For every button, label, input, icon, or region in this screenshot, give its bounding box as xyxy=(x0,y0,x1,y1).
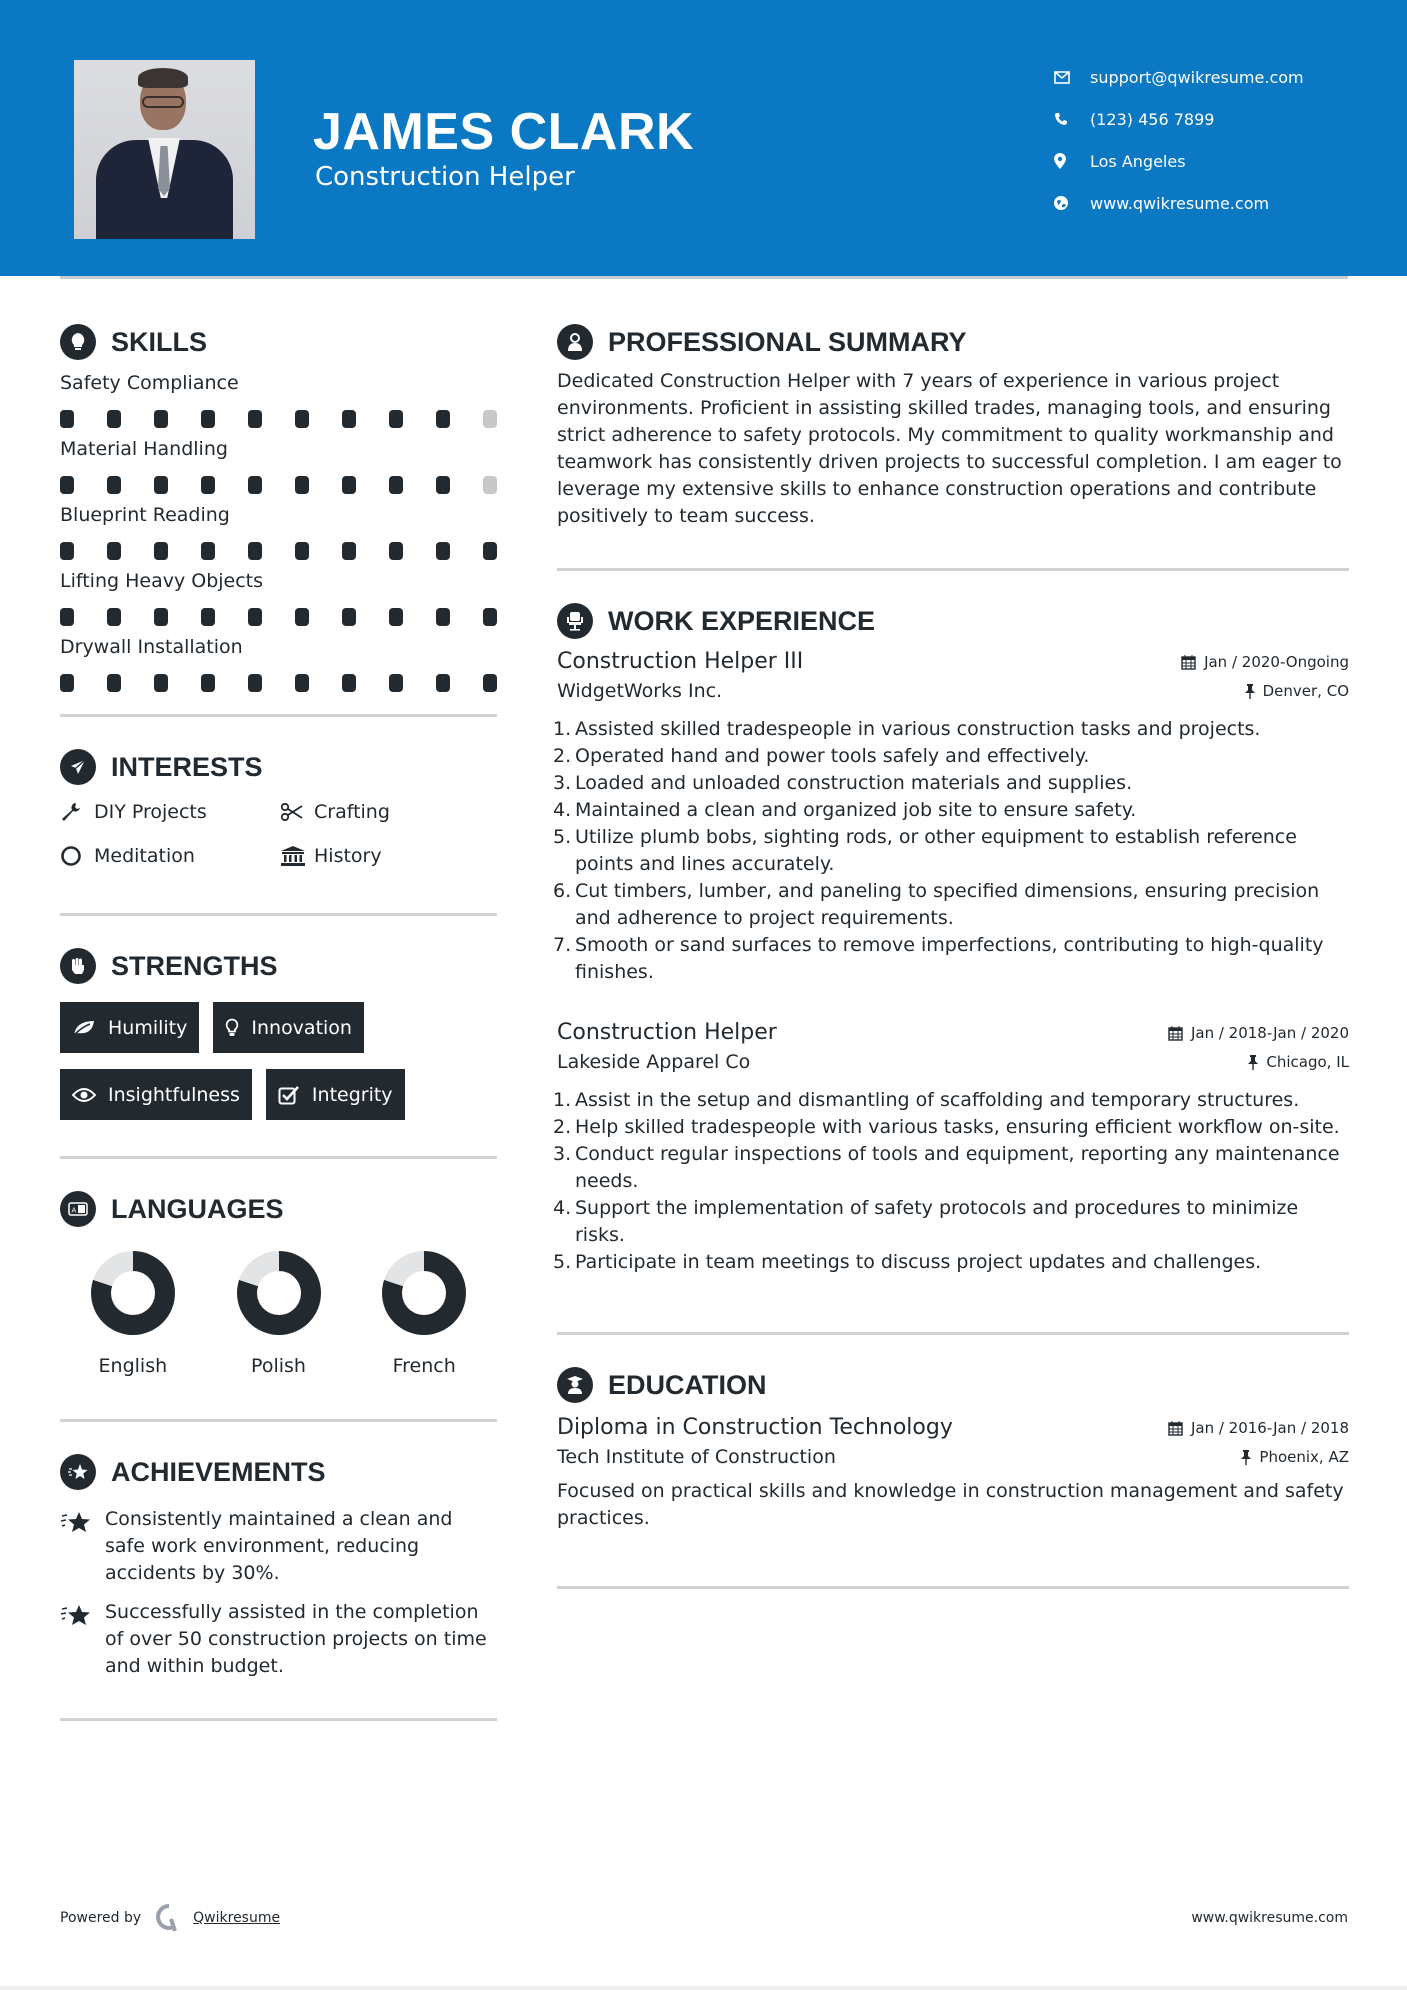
job-dates: Jan / 2020-Ongoing xyxy=(1181,653,1349,671)
shooting-star-icon xyxy=(60,1506,105,1587)
circle-icon xyxy=(60,845,94,867)
rating-dot xyxy=(342,542,356,560)
rating-dot xyxy=(60,608,74,626)
interest-item: Crafting xyxy=(280,797,497,827)
rating-dot xyxy=(107,674,121,692)
language-item xyxy=(206,1251,352,1377)
wrench-icon xyxy=(60,801,94,823)
phone-icon xyxy=(1054,112,1090,126)
achievement-item: Consistently maintained a clean and safe work environment, reducing accidents by 30%. xyxy=(60,1506,497,1587)
fist-icon xyxy=(60,948,96,984)
summary-text: Dedicated Construction Helper with 7 years of experience in various project environments. Proficient in assisting skilled trades, managing tools, and ensuring strict adherence to safety protocols. My commitment to quality workmanship and teamwork has consistently driven projects to successful completion. I am eager to leverage my extensive skills to enhance construction operations and contribute positively to team success. xyxy=(557,370,1342,527)
calendar-icon xyxy=(1168,1025,1183,1041)
qwikresume-link[interactable]: Qwikresume xyxy=(193,1910,281,1926)
rating-dot xyxy=(436,674,450,692)
rating-dot xyxy=(295,674,309,692)
education-section xyxy=(557,1363,1349,1532)
languages-title: LANGUAGES xyxy=(111,1193,284,1224)
language-proficiency-donut xyxy=(382,1251,466,1335)
school-name: Tech Institute of Construction xyxy=(557,1446,836,1468)
rating-dot xyxy=(248,674,262,692)
rating-dot xyxy=(389,476,403,494)
rating-dot xyxy=(342,410,356,428)
education-title: EDUCATION xyxy=(608,1369,767,1400)
section-divider xyxy=(60,913,497,916)
contact-phone[interactable]: (123) 456 7899 xyxy=(1054,98,1304,140)
candidate-name: JAMES CLARK xyxy=(313,103,695,161)
check-square-icon xyxy=(278,1085,300,1105)
rating-dot xyxy=(342,608,356,626)
interest-item: DIY Projects xyxy=(60,797,280,827)
language-proficiency-donut xyxy=(237,1251,321,1335)
job-bullets xyxy=(557,716,1349,986)
job-bullet: Participate in team meetings to discuss project updates and challenges. xyxy=(575,1251,1262,1273)
job-bullet: Operated hand and power tools safely and effectively. xyxy=(575,745,1090,767)
footer-url[interactable]: www.qwikresume.com xyxy=(1191,1910,1348,1926)
lightbulb-icon xyxy=(60,324,96,360)
job-title: Construction Helper xyxy=(557,1020,777,1045)
job-bullets xyxy=(557,1087,1349,1276)
calendar-icon xyxy=(1168,1420,1183,1436)
job-bullet: Conduct regular inspections of tools and equipment, reporting any maintenance needs. xyxy=(575,1143,1340,1192)
rating-dot xyxy=(60,410,74,428)
skill-name: Safety Compliance xyxy=(60,372,239,394)
achievement-item: Successfully assisted in the completion of over 50 construction projects on time and within budget. xyxy=(60,1599,497,1680)
shooting-star-icon xyxy=(60,1599,105,1680)
rating-dot xyxy=(60,476,74,494)
skill-rating xyxy=(60,542,497,560)
education-dates: Jan / 2016-Jan / 2018 xyxy=(1168,1419,1349,1437)
skill-name: Blueprint Reading xyxy=(60,504,230,526)
section-divider xyxy=(557,1332,1349,1335)
section-divider xyxy=(60,1419,497,1422)
rating-dot xyxy=(483,410,497,428)
rating-dot xyxy=(107,608,121,626)
rating-dot xyxy=(436,542,450,560)
language-proficiency-donut xyxy=(91,1251,175,1335)
strengths-title: STRENGTHS xyxy=(111,950,278,981)
user-icon xyxy=(557,324,593,360)
job-entry xyxy=(557,1020,1349,1276)
interest-item: Meditation xyxy=(60,841,280,871)
eye-icon xyxy=(72,1087,96,1103)
language-name: French xyxy=(392,1355,456,1377)
strengths-section xyxy=(60,944,497,1120)
contact-email[interactable]: support@qwikresume.com xyxy=(1054,56,1304,98)
resume-header xyxy=(0,0,1407,276)
rating-dot xyxy=(60,674,74,692)
job-bullet: Assist in the setup and dismantling of scaffolding and temporary structures. xyxy=(575,1089,1300,1111)
envelope-icon xyxy=(1054,71,1090,84)
experience-section xyxy=(557,599,1349,1276)
achievements-title: ACHIEVEMENTS xyxy=(111,1456,326,1487)
rating-dot xyxy=(342,476,356,494)
rating-dot xyxy=(389,410,403,428)
language-icon xyxy=(60,1191,96,1227)
section-divider xyxy=(60,714,497,717)
skill-name: Drywall Installation xyxy=(60,636,243,658)
contact-location: Los Angeles xyxy=(1054,140,1304,182)
job-bullet: Maintained a clean and organized job site to ensure safety. xyxy=(575,799,1137,821)
scissors-icon xyxy=(280,802,314,822)
pushpin-icon xyxy=(1241,1450,1251,1465)
language-item xyxy=(60,1251,206,1377)
strength-tag: Humility xyxy=(60,1002,199,1053)
skill-rating xyxy=(60,674,497,692)
leaf-icon xyxy=(72,1019,96,1037)
rating-dot xyxy=(154,542,168,560)
language-name: Polish xyxy=(251,1355,306,1377)
education-location: Phoenix, AZ xyxy=(1241,1448,1349,1466)
section-divider xyxy=(557,1586,1349,1589)
contact-list xyxy=(1054,56,1304,224)
job-bullet: Assisted skilled tradespeople in various construction tasks and projects. xyxy=(575,718,1261,740)
header-divider xyxy=(60,276,1348,279)
job-bullet: Support the implementation of safety protocols and procedures to minimize risks. xyxy=(575,1197,1299,1246)
rating-dot xyxy=(389,542,403,560)
rating-dot xyxy=(483,674,497,692)
strength-tag: Innovation xyxy=(213,1002,364,1053)
skills-section xyxy=(60,320,497,692)
bank-icon xyxy=(280,845,314,867)
candidate-title: Construction Helper xyxy=(315,162,575,192)
rating-dot xyxy=(295,476,309,494)
language-item xyxy=(351,1251,497,1377)
globe-icon xyxy=(1054,196,1090,210)
interest-item: History xyxy=(280,841,497,871)
rating-dot xyxy=(389,674,403,692)
languages-section xyxy=(60,1187,497,1377)
experience-title: WORK EXPERIENCE xyxy=(608,605,876,636)
job-bullet: Loaded and unloaded construction materials and supplies. xyxy=(575,772,1133,794)
rating-dot xyxy=(295,410,309,428)
skills-title: SKILLS xyxy=(111,326,208,357)
rating-dot xyxy=(154,476,168,494)
language-name: English xyxy=(98,1355,168,1377)
rating-dot xyxy=(483,476,497,494)
rating-dot xyxy=(107,476,121,494)
job-title: Construction Helper III xyxy=(557,649,804,674)
strength-tag: Integrity xyxy=(266,1069,405,1120)
left-column xyxy=(60,320,497,1721)
skill-name: Lifting Heavy Objects xyxy=(60,570,264,592)
paper-plane-icon xyxy=(60,749,96,785)
rating-dot xyxy=(436,410,450,428)
company-name: Lakeside Apparel Co xyxy=(557,1051,751,1073)
rating-dot xyxy=(436,476,450,494)
star-badge-icon xyxy=(60,1454,96,1490)
job-location: Chicago, IL xyxy=(1248,1053,1349,1071)
page-bottom-edge xyxy=(0,1986,1407,1990)
rating-dot xyxy=(107,410,121,428)
job-bullet: Cut timbers, lumber, and paneling to specified dimensions, ensuring precision and adherence to project requirements. xyxy=(575,880,1320,929)
rating-dot xyxy=(436,608,450,626)
achievements-section xyxy=(60,1450,497,1680)
rating-dot xyxy=(248,410,262,428)
job-dates: Jan / 2018-Jan / 2020 xyxy=(1168,1024,1349,1042)
rating-dot xyxy=(60,542,74,560)
rating-dot xyxy=(201,608,215,626)
rating-dot xyxy=(295,542,309,560)
rating-dot xyxy=(389,608,403,626)
svg-text:A: A xyxy=(71,1206,77,1215)
section-divider xyxy=(557,568,1349,571)
rating-dot xyxy=(248,476,262,494)
strength-tag: Insightfulness xyxy=(60,1069,252,1120)
job-bullet: Utilize plumb bobs, sighting rods, or other equipment to establish reference points and lines accurately. xyxy=(575,826,1297,875)
interests-title: INTERESTS xyxy=(111,751,263,782)
qwikresume-logo-icon xyxy=(155,1903,183,1933)
rating-dot xyxy=(248,542,262,560)
rating-dot xyxy=(342,674,356,692)
rating-dot xyxy=(107,542,121,560)
company-name: WidgetWorks Inc. xyxy=(557,680,723,702)
rating-dot xyxy=(201,410,215,428)
section-divider xyxy=(60,1156,497,1159)
rating-dot xyxy=(483,542,497,560)
rating-dot xyxy=(295,608,309,626)
page-footer xyxy=(60,1903,1348,1933)
office-chair-icon xyxy=(557,603,593,639)
summary-section xyxy=(557,320,1349,530)
rating-dot xyxy=(154,410,168,428)
profile-photo xyxy=(74,60,255,239)
rating-dot xyxy=(483,608,497,626)
rating-dot xyxy=(201,542,215,560)
job-bullet: Help skilled tradespeople with various tasks, ensuring efficient workflow on-site. xyxy=(575,1116,1340,1138)
summary-title: PROFESSIONAL SUMMARY xyxy=(608,326,967,357)
powered-by-label: Powered by xyxy=(60,1910,142,1926)
skill-rating xyxy=(60,608,497,626)
skill-rating xyxy=(60,476,497,494)
rating-dot xyxy=(201,476,215,494)
skill-name: Material Handling xyxy=(60,438,228,460)
pushpin-icon xyxy=(1248,1055,1258,1070)
rating-dot xyxy=(201,674,215,692)
skill-rating xyxy=(60,410,497,428)
calendar-icon xyxy=(1181,654,1196,670)
lightbulb-icon xyxy=(225,1018,239,1038)
pushpin-icon xyxy=(1245,684,1255,699)
job-location: Denver, CO xyxy=(1245,682,1349,700)
job-bullet: Smooth or sand surfaces to remove imperfections, contributing to high-quality finishes. xyxy=(575,934,1324,983)
section-divider xyxy=(60,1718,497,1721)
education-description: Focused on practical skills and knowledge in construction management and safety practices. xyxy=(557,1480,1344,1529)
graduate-icon xyxy=(557,1367,593,1403)
job-entry xyxy=(557,649,1349,986)
map-marker-icon xyxy=(1054,153,1090,169)
rating-dot xyxy=(248,608,262,626)
contact-website[interactable]: www.qwikresume.com xyxy=(1054,182,1304,224)
degree-title: Diploma in Construction Technology xyxy=(557,1415,953,1440)
interests-section xyxy=(60,745,497,871)
rating-dot xyxy=(154,608,168,626)
rating-dot xyxy=(154,674,168,692)
right-column xyxy=(557,320,1349,1589)
